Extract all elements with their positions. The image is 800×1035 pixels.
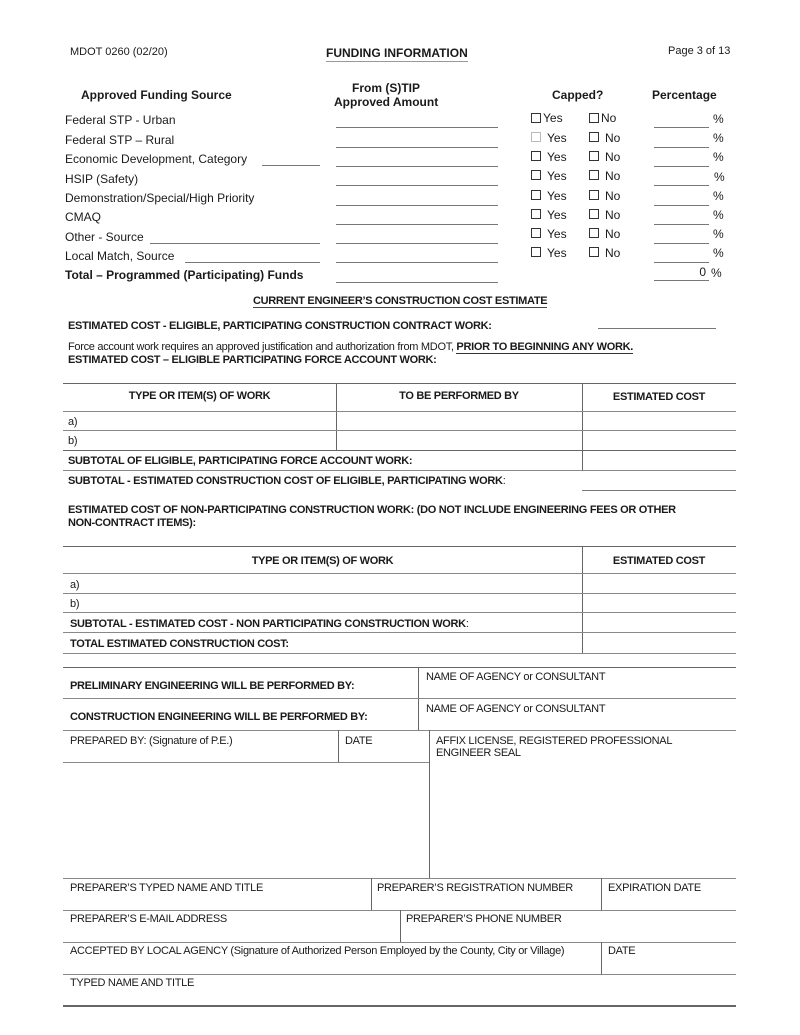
page-number: Page 3 of 13 [668,45,731,57]
funding-source-label: Local Match, Source [65,249,175,263]
nonpart-subtotal-label [70,618,469,630]
email-input[interactable] [65,927,398,941]
yes-label: Yes [547,150,567,164]
total-construction-cost-input[interactable] [584,633,734,651]
total-amount-field[interactable] [336,282,498,283]
other-source-field[interactable] [150,243,320,244]
performed-by-input[interactable] [338,412,580,430]
funding-source-label: CMAQ [65,210,101,224]
amount-field[interactable] [336,205,498,206]
amount-field[interactable] [336,224,498,225]
col-header-percentage: Percentage [652,88,717,102]
no-label: No [605,246,621,260]
row-border [63,653,736,654]
yes-label: Yes [547,131,567,145]
force-col-header-cost: ESTIMATED COST [612,391,706,403]
row-border [63,698,736,699]
percentage-field[interactable] [654,166,709,167]
capped-no-checkbox[interactable] [589,209,599,219]
reg-number-input[interactable] [373,895,599,909]
percentage-field[interactable] [654,205,709,206]
no-label: No [605,189,621,203]
no-label: No [605,227,621,241]
force-subtotal-input[interactable] [584,451,734,469]
yes-label: Yes [547,208,567,222]
col-header-capped: Capped? [552,88,604,102]
ce-agency-label: NAME OF AGENCY or CONSULTANT [426,703,606,715]
nonpart-col-header-cost: ESTIMATED COST [612,555,706,567]
funding-total-label: Total – Programmed (Participating) Funds [65,268,304,282]
yes-label: Yes [547,169,567,183]
capped-yes-checkbox[interactable] [531,228,541,238]
total-percentage-value[interactable]: 0 [699,265,706,279]
nonpart-col-header-item: TYPE OR ITEM(S) OF WORK [251,555,394,567]
cell-divider [601,942,602,974]
capped-yes-checkbox[interactable] [531,132,541,142]
participating-subtotal-colon: : [502,475,506,487]
date-divider [338,730,339,762]
phone-label: PREPARER’S PHONE NUMBER [406,913,562,925]
cell-divider [400,910,401,942]
row-border [63,878,736,879]
no-label: No [605,169,621,183]
nonpart-subtotal-text: SUBTOTAL - ESTIMATED COST - NON PARTICIPATING CONSTRUCTION WORK [70,618,466,630]
phone-input[interactable] [402,927,734,941]
work-item-input[interactable] [82,594,580,612]
percent-symbol: % [713,112,724,126]
percentage-field[interactable] [654,127,709,128]
pe-signature-area[interactable] [65,764,427,876]
total-construction-cost-label: TOTAL ESTIMATED CONSTRUCTION COST: [70,638,289,650]
yes-label: Yes [547,189,567,203]
accepted-signature-input[interactable] [65,959,599,973]
force-col-header-performed-by: TO BE PERFORMED BY [399,390,519,402]
force-table-top-border [63,383,736,384]
prepared-date-label: DATE [345,735,373,747]
force-subtotal-label: SUBTOTAL OF ELIGIBLE, PARTICIPATING FORCE ACCOUNT WORK: [68,455,413,467]
col-header-amount [334,81,438,109]
expiration-input[interactable] [603,895,734,909]
form-id: MDOT 0260 (02/20) [70,46,168,58]
amount-field[interactable] [336,262,498,263]
seal-divider [429,730,430,878]
total-percentage-field [654,280,709,281]
participating-subtotal-label [68,475,505,487]
pe-agency-label: NAME OF AGENCY or CONSULTANT [426,671,606,683]
typed-name-input[interactable] [65,895,369,909]
force-col-header-item: TYPE OR ITEM(S) OF WORK [128,390,271,402]
cost-input[interactable] [584,594,734,612]
category-field[interactable] [262,165,320,166]
capped-no-checkbox[interactable] [589,190,599,200]
force-account-label: ESTIMATED COST – ELIGIBLE PARTICIPATING FORCE ACCOUNT WORK: [68,354,437,366]
no-label: No [601,111,617,125]
ce-agency-input[interactable] [420,717,734,729]
funding-source-label: Federal STP – Rural [65,133,175,147]
capped-yes-checkbox[interactable] [531,247,541,257]
item-label: b) [70,598,80,610]
ce-label: CONSTRUCTION ENGINEERING WILL BE PERFORMED BY: [70,711,368,723]
percentage-field[interactable] [654,185,709,186]
contract-work-label: ESTIMATED COST - ELIGIBLE, PARTICIPATING CONSTRUCTION CONTRACT WORK: [68,320,492,332]
funding-source-label: Federal STP - Urban [65,113,176,127]
nonpart-subtotal-input[interactable] [584,613,734,631]
row-border [63,974,736,975]
performed-by-input[interactable] [338,431,580,449]
cell-divider [601,878,602,910]
amount-field[interactable] [336,185,498,186]
funding-source-label: Demonstration/Special/High Priority [65,191,255,205]
amount-field[interactable] [336,147,498,148]
percentage-field[interactable] [654,262,709,263]
no-label: No [605,131,621,145]
percentage-field[interactable] [654,147,709,148]
local-match-source-field[interactable] [185,262,320,263]
amount-field[interactable] [336,166,498,167]
funding-source-label: Other - Source [65,230,144,244]
typed-name-label: PREPARER’S TYPED NAME AND TITLE [70,882,264,894]
accepted-by-label: ACCEPTED BY LOCAL AGENCY (Signature of Authorized Person Employed by the County, City or Village) [70,945,565,957]
capped-no-checkbox[interactable] [589,113,599,123]
yes-label: Yes [543,111,563,125]
nonpart-subtotal-colon: : [465,618,469,630]
contract-work-cost-field[interactable] [598,328,716,329]
capped-no-checkbox[interactable] [589,170,599,180]
capped-no-checkbox[interactable] [589,151,599,161]
item-label: a) [70,579,80,591]
percent-symbol: % [713,189,724,203]
capped-yes-checkbox[interactable] [531,170,541,180]
force-account-note [68,341,633,353]
percent-symbol: % [713,246,724,260]
col-header-amount-line2: Approved Amount [334,95,439,109]
yes-label: Yes [547,246,567,260]
nonpart-label-line2: NON-CONTRACT ITEMS): [68,517,196,529]
signoff-top-border [63,667,736,668]
accepted-typed-name-label: TYPED NAME AND TITLE [70,977,194,989]
percent-symbol: % [711,266,722,280]
yes-label: Yes [547,227,567,241]
row-border [63,762,429,763]
form-bottom-border [63,1005,736,1007]
reg-number-label: PREPARER’S REGISTRATION NUMBER [377,882,573,894]
amount-field[interactable] [336,127,498,128]
funding-source-label: HSIP (Safety) [65,172,139,186]
force-note-text: Force account work requires an approved justification and authorization from MDOT, [68,341,457,353]
percent-symbol: % [713,150,724,164]
col-header-amount-line1: From (S)TIP [352,81,420,95]
row-border [63,730,736,731]
work-item-input[interactable] [80,412,334,430]
percent-symbol: % [713,131,724,145]
capped-yes-checkbox[interactable] [531,151,541,161]
accepted-date-label: DATE [608,945,636,957]
row-border [63,470,736,471]
estimate-section-title: CURRENT ENGINEER’S CONSTRUCTION COST ESTIMATE [253,295,548,307]
no-label: No [605,208,621,222]
nonpart-label-line1: ESTIMATED COST OF NON-PARTICIPATING CONSTRUCTION WORK: (DO NOT INCLUDE ENGINEERING FEES OR OTHER [68,504,676,516]
cost-input[interactable] [584,431,734,449]
item-label: b) [68,435,78,447]
nonpart-table-top-border [63,546,736,547]
percent-symbol: % [713,208,724,222]
cell-divider [371,878,372,910]
expiration-label: EXPIRATION DATE [608,882,701,894]
capped-yes-checkbox[interactable] [531,113,541,123]
cost-input[interactable] [584,574,734,592]
percent-symbol: % [714,170,725,184]
percentage-field[interactable] [654,243,709,244]
engineer-seal-area[interactable] [432,762,734,876]
cost-input[interactable] [584,412,734,430]
seal-label-line2: ENGINEER SEAL [436,747,521,759]
page-title: FUNDING INFORMATION [326,46,468,60]
seal-label-line1: AFFIX LICENSE, REGISTERED PROFESSIONAL [436,735,673,747]
work-item-input[interactable] [80,431,334,449]
percentage-field[interactable] [654,224,709,225]
row-border [63,942,736,943]
pe-agency-input[interactable] [420,685,734,698]
capped-yes-checkbox[interactable] [531,190,541,200]
work-item-input[interactable] [82,574,580,592]
force-note-emphasis: PRIOR TO BEGINNING ANY WORK. [456,341,633,353]
accepted-typed-name-input[interactable] [65,991,734,1005]
no-label: No [605,150,621,164]
accepted-date-input[interactable] [603,959,734,973]
capped-no-checkbox[interactable] [589,228,599,238]
prepared-by-label: PREPARED BY: (Signature of P.E.) [70,735,233,747]
item-label: a) [68,416,78,428]
participating-subtotal-field[interactable] [582,490,736,491]
capped-yes-checkbox[interactable] [531,209,541,219]
pe-label: PRELIMINARY ENGINEERING WILL BE PERFORMED BY: [70,680,355,692]
capped-no-checkbox[interactable] [589,132,599,142]
funding-source-label: Economic Development, Category [65,152,248,166]
percent-symbol: % [713,227,724,241]
email-label: PREPARER’S E-MAIL ADDRESS [70,913,227,925]
participating-subtotal-text: SUBTOTAL - ESTIMATED CONSTRUCTION COST OF ELIGIBLE, PARTICIPATING WORK [68,475,503,487]
amount-field[interactable] [336,243,498,244]
col-header-source: Approved Funding Source [81,88,232,102]
capped-no-checkbox[interactable] [589,247,599,257]
